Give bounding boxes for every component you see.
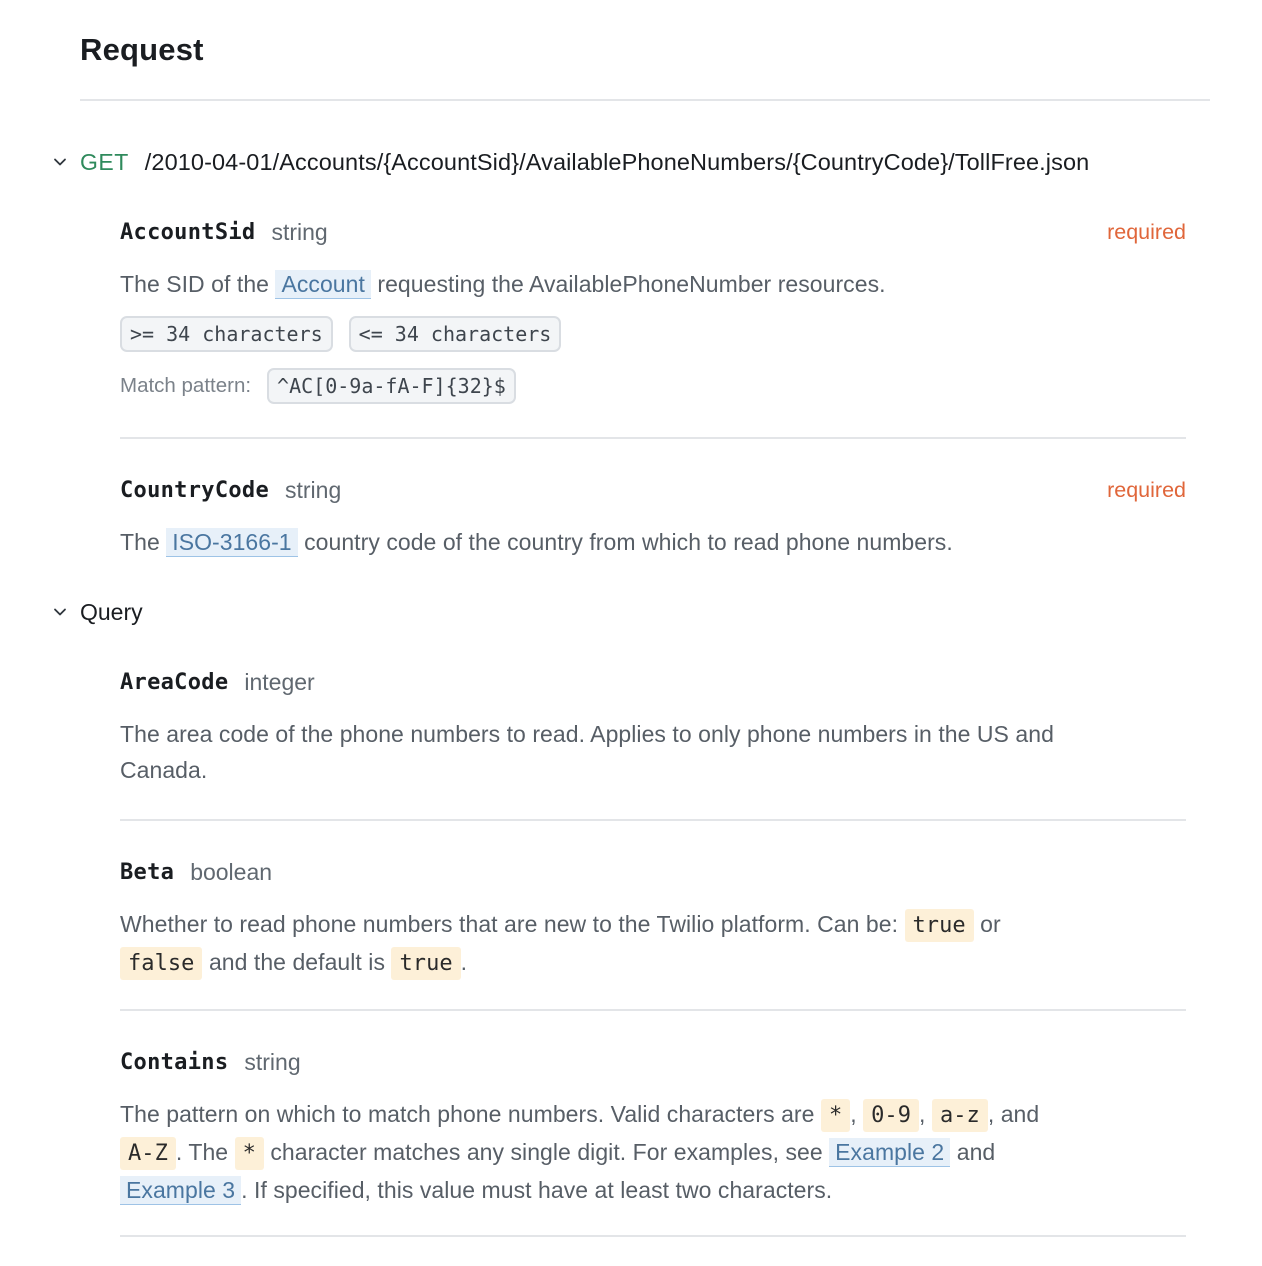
chevron-down-icon[interactable] <box>48 150 72 174</box>
param-country-code <box>120 473 1186 560</box>
code-digits: 0-9 <box>863 1099 919 1132</box>
example-2-link[interactable]: Example 2 <box>829 1138 950 1167</box>
max-length-chip: <= 34 characters <box>349 316 562 352</box>
param-divider <box>120 1235 1186 1237</box>
param-type: integer <box>244 668 315 695</box>
code-false: false <box>120 947 202 980</box>
param-name: CountryCode <box>120 477 269 503</box>
param-contains <box>120 1045 1186 1208</box>
pattern-label: Match pattern: <box>120 374 252 397</box>
param-description: The SID of the Account requesting the AvailablePhoneNumber resources. <box>120 271 886 297</box>
code-true: true <box>905 909 974 942</box>
param-divider <box>120 1009 1186 1011</box>
query-header[interactable] <box>48 595 143 629</box>
iso-3166-link[interactable]: ISO-3166-1 <box>166 528 297 557</box>
account-link[interactable]: Account <box>275 270 370 299</box>
param-description: The area code of the phone numbers to read. Applies to only phone numbers in the US and Canada. <box>120 721 1054 783</box>
section-title: Request <box>80 32 204 67</box>
param-type: string <box>244 1048 301 1075</box>
code-asterisk: * <box>821 1099 850 1132</box>
param-beta <box>120 855 1186 982</box>
chevron-down-icon[interactable] <box>48 600 72 624</box>
code-lowercase: a-z <box>932 1099 988 1132</box>
param-divider <box>120 819 1186 821</box>
param-name: Contains <box>120 1049 229 1075</box>
param-type: boolean <box>190 858 273 885</box>
param-name: AccountSid <box>120 219 256 245</box>
endpoint-header[interactable] <box>48 145 1089 179</box>
param-area-code <box>120 665 1186 788</box>
param-description: Whether to read phone numbers that are new to the Twilio platform. Can be: true or false and the default is true . <box>120 906 1186 982</box>
param-type: string <box>271 218 328 245</box>
code-asterisk: * <box>235 1137 264 1170</box>
param-account-sid <box>120 215 1186 404</box>
param-name: AreaCode <box>120 669 229 695</box>
example-3-link[interactable]: Example 3 <box>120 1176 241 1205</box>
min-length-chip: >= 34 characters <box>120 316 333 352</box>
length-constraints <box>120 316 1186 352</box>
code-uppercase: A-Z <box>120 1137 176 1170</box>
required-label: required <box>1107 220 1186 244</box>
param-divider <box>120 437 1186 439</box>
param-description: The pattern on which to match phone numbers. Valid characters are * , 0-9 , a-z , and A-Z . The * character matches any single digit. For examples, see Example 2 and Example 3 . If specified, this value must have at least two characters. <box>120 1101 1040 1203</box>
query-label: Query <box>80 598 143 625</box>
endpoint-path: /2010-04-01/Accounts/{AccountSid}/AvailablePhoneNumbers/{CountryCode}/TollFree.json <box>144 148 1090 175</box>
pattern-chip: ^AC[0-9a-fA-F]{32}$ <box>267 368 516 404</box>
title-divider <box>80 99 1210 101</box>
param-name: Beta <box>120 859 175 885</box>
param-description: The ISO-3166-1 country code of the country from which to read phone numbers. <box>120 529 953 555</box>
http-method: GET <box>80 148 129 175</box>
param-type: string <box>285 476 342 503</box>
pattern-row <box>120 368 1186 404</box>
required-label: required <box>1107 478 1186 502</box>
code-true-default: true <box>391 947 460 980</box>
